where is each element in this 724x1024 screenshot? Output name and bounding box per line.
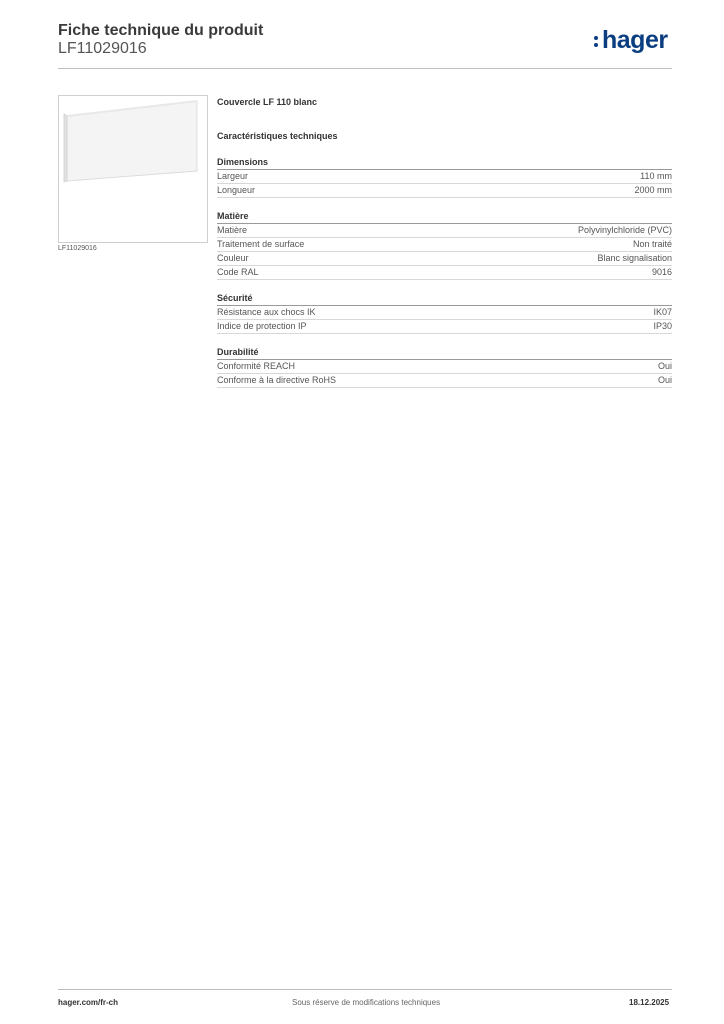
spec-row <box>217 238 672 252</box>
section-title: Durabilité <box>217 346 672 360</box>
tech-heading: Caractéristiques techniques <box>217 131 338 141</box>
logo-text: hager <box>602 26 668 54</box>
spec-value: Oui <box>657 375 672 385</box>
spec-value: IK07 <box>653 307 672 317</box>
footer-date: 18.12.2025 <box>629 998 670 1007</box>
footer-notice: Sous réserve de modifications techniques <box>292 998 441 1007</box>
spec-section <box>217 156 672 198</box>
spec-row <box>217 252 672 266</box>
cover-product-icon <box>59 96 207 242</box>
section-title: Matière <box>217 210 672 224</box>
spec-label: Résistance aux chocs IK <box>217 307 316 317</box>
spec-row <box>217 184 672 198</box>
spec-label: Traitement de surface <box>217 239 305 249</box>
spec-label: Conforme à la directive RoHS <box>217 375 337 385</box>
header-divider <box>58 68 672 69</box>
footer-divider <box>58 989 672 990</box>
spec-value: IP30 <box>653 321 672 331</box>
spec-value: 110 mm <box>640 171 672 181</box>
spec-label: Conformité REACH <box>217 361 296 371</box>
spec-sections <box>217 156 672 388</box>
logo-dots-icon <box>594 33 599 47</box>
spec-label: Couleur <box>217 253 249 263</box>
spec-value: Blanc signalisation <box>597 253 672 263</box>
spec-row <box>217 320 672 334</box>
spec-row <box>217 360 672 374</box>
spec-row <box>217 374 672 388</box>
spec-value: Polyvinylchloride (PVC) <box>577 225 672 235</box>
spec-section <box>217 210 672 280</box>
spec-row <box>217 306 672 320</box>
spec-value: Non traité <box>632 239 672 249</box>
spec-row <box>217 224 672 238</box>
product-image <box>58 95 208 243</box>
page-title: Fiche technique du produit <box>58 22 264 39</box>
section-title: Sécurité <box>217 292 672 306</box>
spec-section <box>217 346 672 388</box>
spec-row <box>217 266 672 280</box>
spec-label: Code RAL <box>217 267 259 277</box>
footer-website: hager.com/fr-ch <box>58 998 119 1007</box>
spec-content <box>217 96 672 388</box>
spec-label: Matière <box>217 225 248 235</box>
spec-value: 9016 <box>651 267 672 277</box>
product-name: Couvercle LF 110 blanc <box>217 97 318 107</box>
spec-row <box>217 170 672 184</box>
spec-label: Indice de protection IP <box>217 321 307 331</box>
product-code: LF11029016 <box>58 40 147 57</box>
spec-section <box>217 292 672 334</box>
section-title: Dimensions <box>217 156 672 170</box>
spec-label: Longueur <box>217 185 256 195</box>
spec-value: 2000 mm <box>634 185 672 195</box>
spec-value: Oui <box>657 361 672 371</box>
image-caption: LF11029016 <box>58 245 97 252</box>
hager-logo <box>594 26 668 55</box>
spec-label: Largeur <box>217 171 249 181</box>
